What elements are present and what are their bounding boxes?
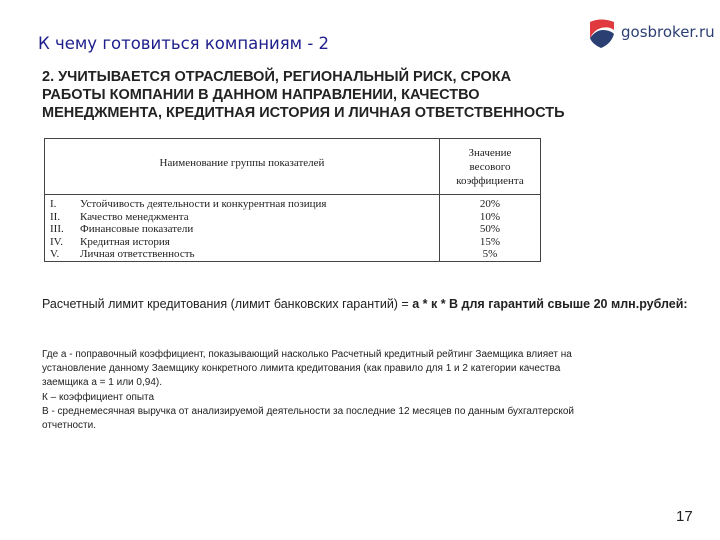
- row-number: IV.: [50, 235, 63, 248]
- row-name: Устойчивость деятельности и конкурентная позиция: [80, 198, 327, 210]
- section-heading: [42, 68, 702, 122]
- note-line: В - среднемесячная выручка от анализируемой деятельности за последние 12 месяцев по данным бухгалтерской: [42, 405, 575, 417]
- row-name: Качество менеджмента: [80, 210, 189, 223]
- row-weight: 50%: [479, 223, 501, 235]
- row-number: III.: [50, 223, 64, 235]
- table-row: [50, 236, 439, 249]
- table-cell-weights: [440, 195, 541, 262]
- table-row: [50, 198, 439, 211]
- heading-line: РАБОТЫ КОМПАНИИ В ДАННОМ НАПРАВЛЕНИИ, КАЧЕСТВО: [42, 87, 480, 103]
- page-number: 17: [676, 508, 693, 525]
- header-weight-line: коэффициента: [456, 174, 524, 187]
- row-number: V.: [50, 248, 60, 260]
- logo: [587, 16, 715, 52]
- row-name: Кредитная история: [80, 235, 170, 248]
- formula-bold: а * к * В для гарантий свыше 20 млн.рублей:: [412, 297, 688, 311]
- row-weight: 15%: [479, 235, 501, 248]
- heading-line: 2. УЧИТЫВАЕТСЯ ОТРАСЛЕВОЙ, РЕГИОНАЛЬНЫЙ РИСК, СРОКА: [42, 69, 512, 85]
- header-weight-line: Значение: [468, 146, 512, 159]
- row-name: Финансовые показатели: [80, 223, 194, 235]
- row-weight: 20%: [479, 198, 501, 210]
- heading-line: МЕНЕДЖМЕНТА, КРЕДИТНАЯ ИСТОРИЯ И ЛИЧНАЯ ОТВЕТСТВЕННОСТЬ: [42, 105, 565, 121]
- table-row: [50, 211, 439, 224]
- table-cell-names: [45, 195, 440, 262]
- table-header-name: Наименование группы показателей: [45, 139, 440, 195]
- table-header-weight: [440, 139, 541, 195]
- row-weight: 5%: [482, 248, 498, 260]
- gosbroker-logo-icon: [587, 16, 617, 50]
- logo-text: gosbroker.ru: [621, 23, 715, 41]
- slide-title: К чему готовиться компаниям - 2: [38, 34, 330, 53]
- table-row: [50, 223, 439, 236]
- note-line: заемщика а = 1 или 0,94).: [42, 377, 162, 389]
- row-number: II.: [50, 210, 61, 223]
- note-line: Где а - поправочный коэффициент, показывающий насколько Расчетный кредитный рейтинг Заемщика влияет на: [42, 349, 572, 360]
- notes: [42, 348, 702, 433]
- note-line: установление данному Заемщику конкретного лимита кредитования (как правило для 1 и 2 категории качества: [42, 363, 561, 375]
- note-line: отчетности.: [42, 420, 96, 432]
- criteria-table: [44, 138, 541, 262]
- table-row: [50, 248, 439, 261]
- row-name: Личная ответственность: [80, 248, 195, 260]
- formula-lead: Расчетный лимит кредитования (лимит банковских гарантий) =: [42, 297, 413, 311]
- formula-text: [42, 296, 697, 313]
- header-weight-line: весового: [469, 160, 511, 173]
- row-number: I.: [50, 198, 57, 210]
- row-weight: 10%: [479, 210, 501, 223]
- note-line: К – коэффициент опыта: [42, 391, 155, 403]
